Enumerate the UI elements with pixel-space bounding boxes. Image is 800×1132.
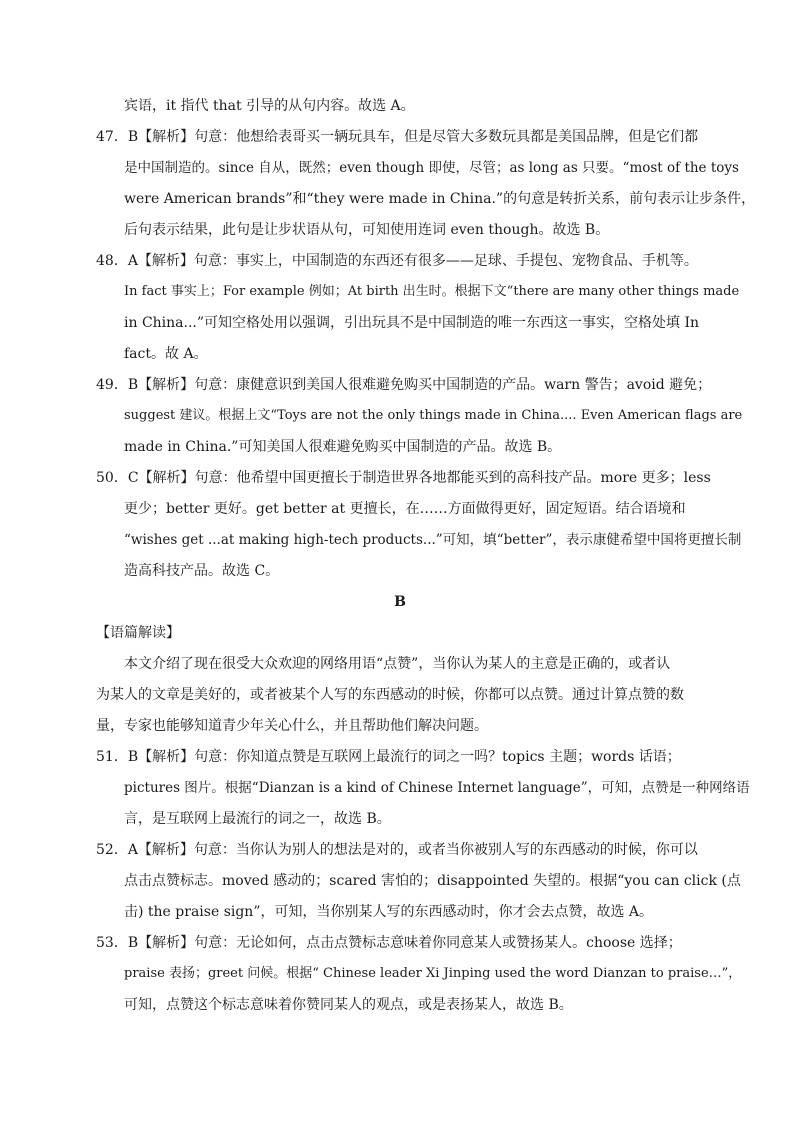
answer-52: 52．A【解析】句意：当你认为别人的想法是对的，或者当你被别人写的东西感动的时候，你可以 bbox=[96, 842, 698, 858]
text-line: 更少；better 更好。get better at 更擅长，在……方面做得更好，固定短语。结合语境和 bbox=[124, 501, 686, 517]
section-heading: B bbox=[394, 594, 406, 610]
text-line: made in China.”可知美国人很难避免购买中国制造的产品。故选 B。 bbox=[124, 439, 562, 455]
answer-48: 48．A【解析】句意：事实上，中国制造的东西还有很多——足球、手提包、宠物食品、手机等。 bbox=[96, 253, 698, 269]
text-line: 宾语，it 指代 that 引导的从句内容。故选 A。 bbox=[124, 98, 415, 114]
answer-49: 49．B【解析】句意：康健意识到美国人很难避免购买中国制造的产品。warn 警告；avoid 避免； bbox=[96, 377, 712, 393]
text-line: pictures 图片。根据“Dianzan is a kind of Chinese Internet language”，可知，点赞是一种网络语 bbox=[124, 780, 750, 796]
text-line: 为某人的文章是美好的，或者被某个人写的东西感动的时候，你都可以点赞。通过计算点赞的数 bbox=[96, 687, 684, 703]
text-line: “wishes get ...at making high-tech products...”可知，填“better”，表示康健希望中国将更擅长制 bbox=[124, 532, 742, 548]
text-line: In fact 事实上；For example 例如；At birth 出生时。根据下文“there are many other things made bbox=[124, 284, 740, 299]
passage-interpretation-label: 【语篇解读】 bbox=[96, 625, 180, 641]
text-line: in China...”可知空格处用以强调，引出玩具不是中国制造的唯一东西这一事实，空格处填 In bbox=[124, 315, 700, 331]
text-line: 是中国制造的。since 自从，既然；even though 即使，尽管；as long as 只要。“most of the toys bbox=[124, 160, 739, 176]
answer-53: 53．B【解析】句意：无论如何，点击点赞标志意味着你同意某人或赞扬某人。choose 选择； bbox=[96, 935, 682, 951]
answer-51: 51．B【解析】句意：你知道点赞是互联网上最流行的词之一吗？topics 主题；words 话语； bbox=[96, 749, 681, 765]
text-line: 本文介绍了现在很受大众欢迎的网络用语“点赞”，当你认为某人的主意是正确的，或者认 bbox=[124, 656, 671, 672]
text-line: 击) the praise sign”，可知，当你别某人写的东西感动时，你才会去点赞，故选 A。 bbox=[124, 904, 654, 920]
text-line: 量，专家也能够知道青少年关心什么，并且帮助他们解决问题。 bbox=[96, 718, 488, 734]
text-line: were American brands”和“they were made in China.”的句意是转折关系，前句表示让步条件， bbox=[124, 191, 756, 207]
text-line: praise 表扬；greet 问候。根据“ Chinese leader Xi Jinping used the word Dianzan to praise…”， bbox=[124, 966, 742, 981]
text-line: 后句表示结果，此句是让步状语从句，可知使用连词 even though。故选 B。 bbox=[124, 222, 610, 238]
answer-50: 50．C【解析】句意：他希望中国更擅长于制造世界各地都能买到的高科技产品。more 更多；less bbox=[96, 470, 711, 486]
answer-47: 47．B【解析】句意：他想给表哥买一辆玩具车，但是尽管大多数玩具都是美国品牌，但是它们都 bbox=[96, 129, 699, 145]
text-line: suggest 建议。根据上文“Toys are not the only things made in China.... Even American flags are bbox=[124, 408, 743, 423]
text-line: fact。故 A。 bbox=[124, 346, 208, 362]
text-line: 造高科技产品。故选 C。 bbox=[124, 563, 280, 579]
text-line: 点击点赞标志。moved 感动的；scared 害怕的；disappointed 失望的。根据“you can click (点 bbox=[124, 873, 741, 889]
text-line: 可知，点赞这个标志意味着你赞同某人的观点，或是表扬某人，故选 B。 bbox=[124, 997, 573, 1013]
text-line: 言，是互联网上最流行的词之一，故选 B。 bbox=[124, 811, 391, 827]
